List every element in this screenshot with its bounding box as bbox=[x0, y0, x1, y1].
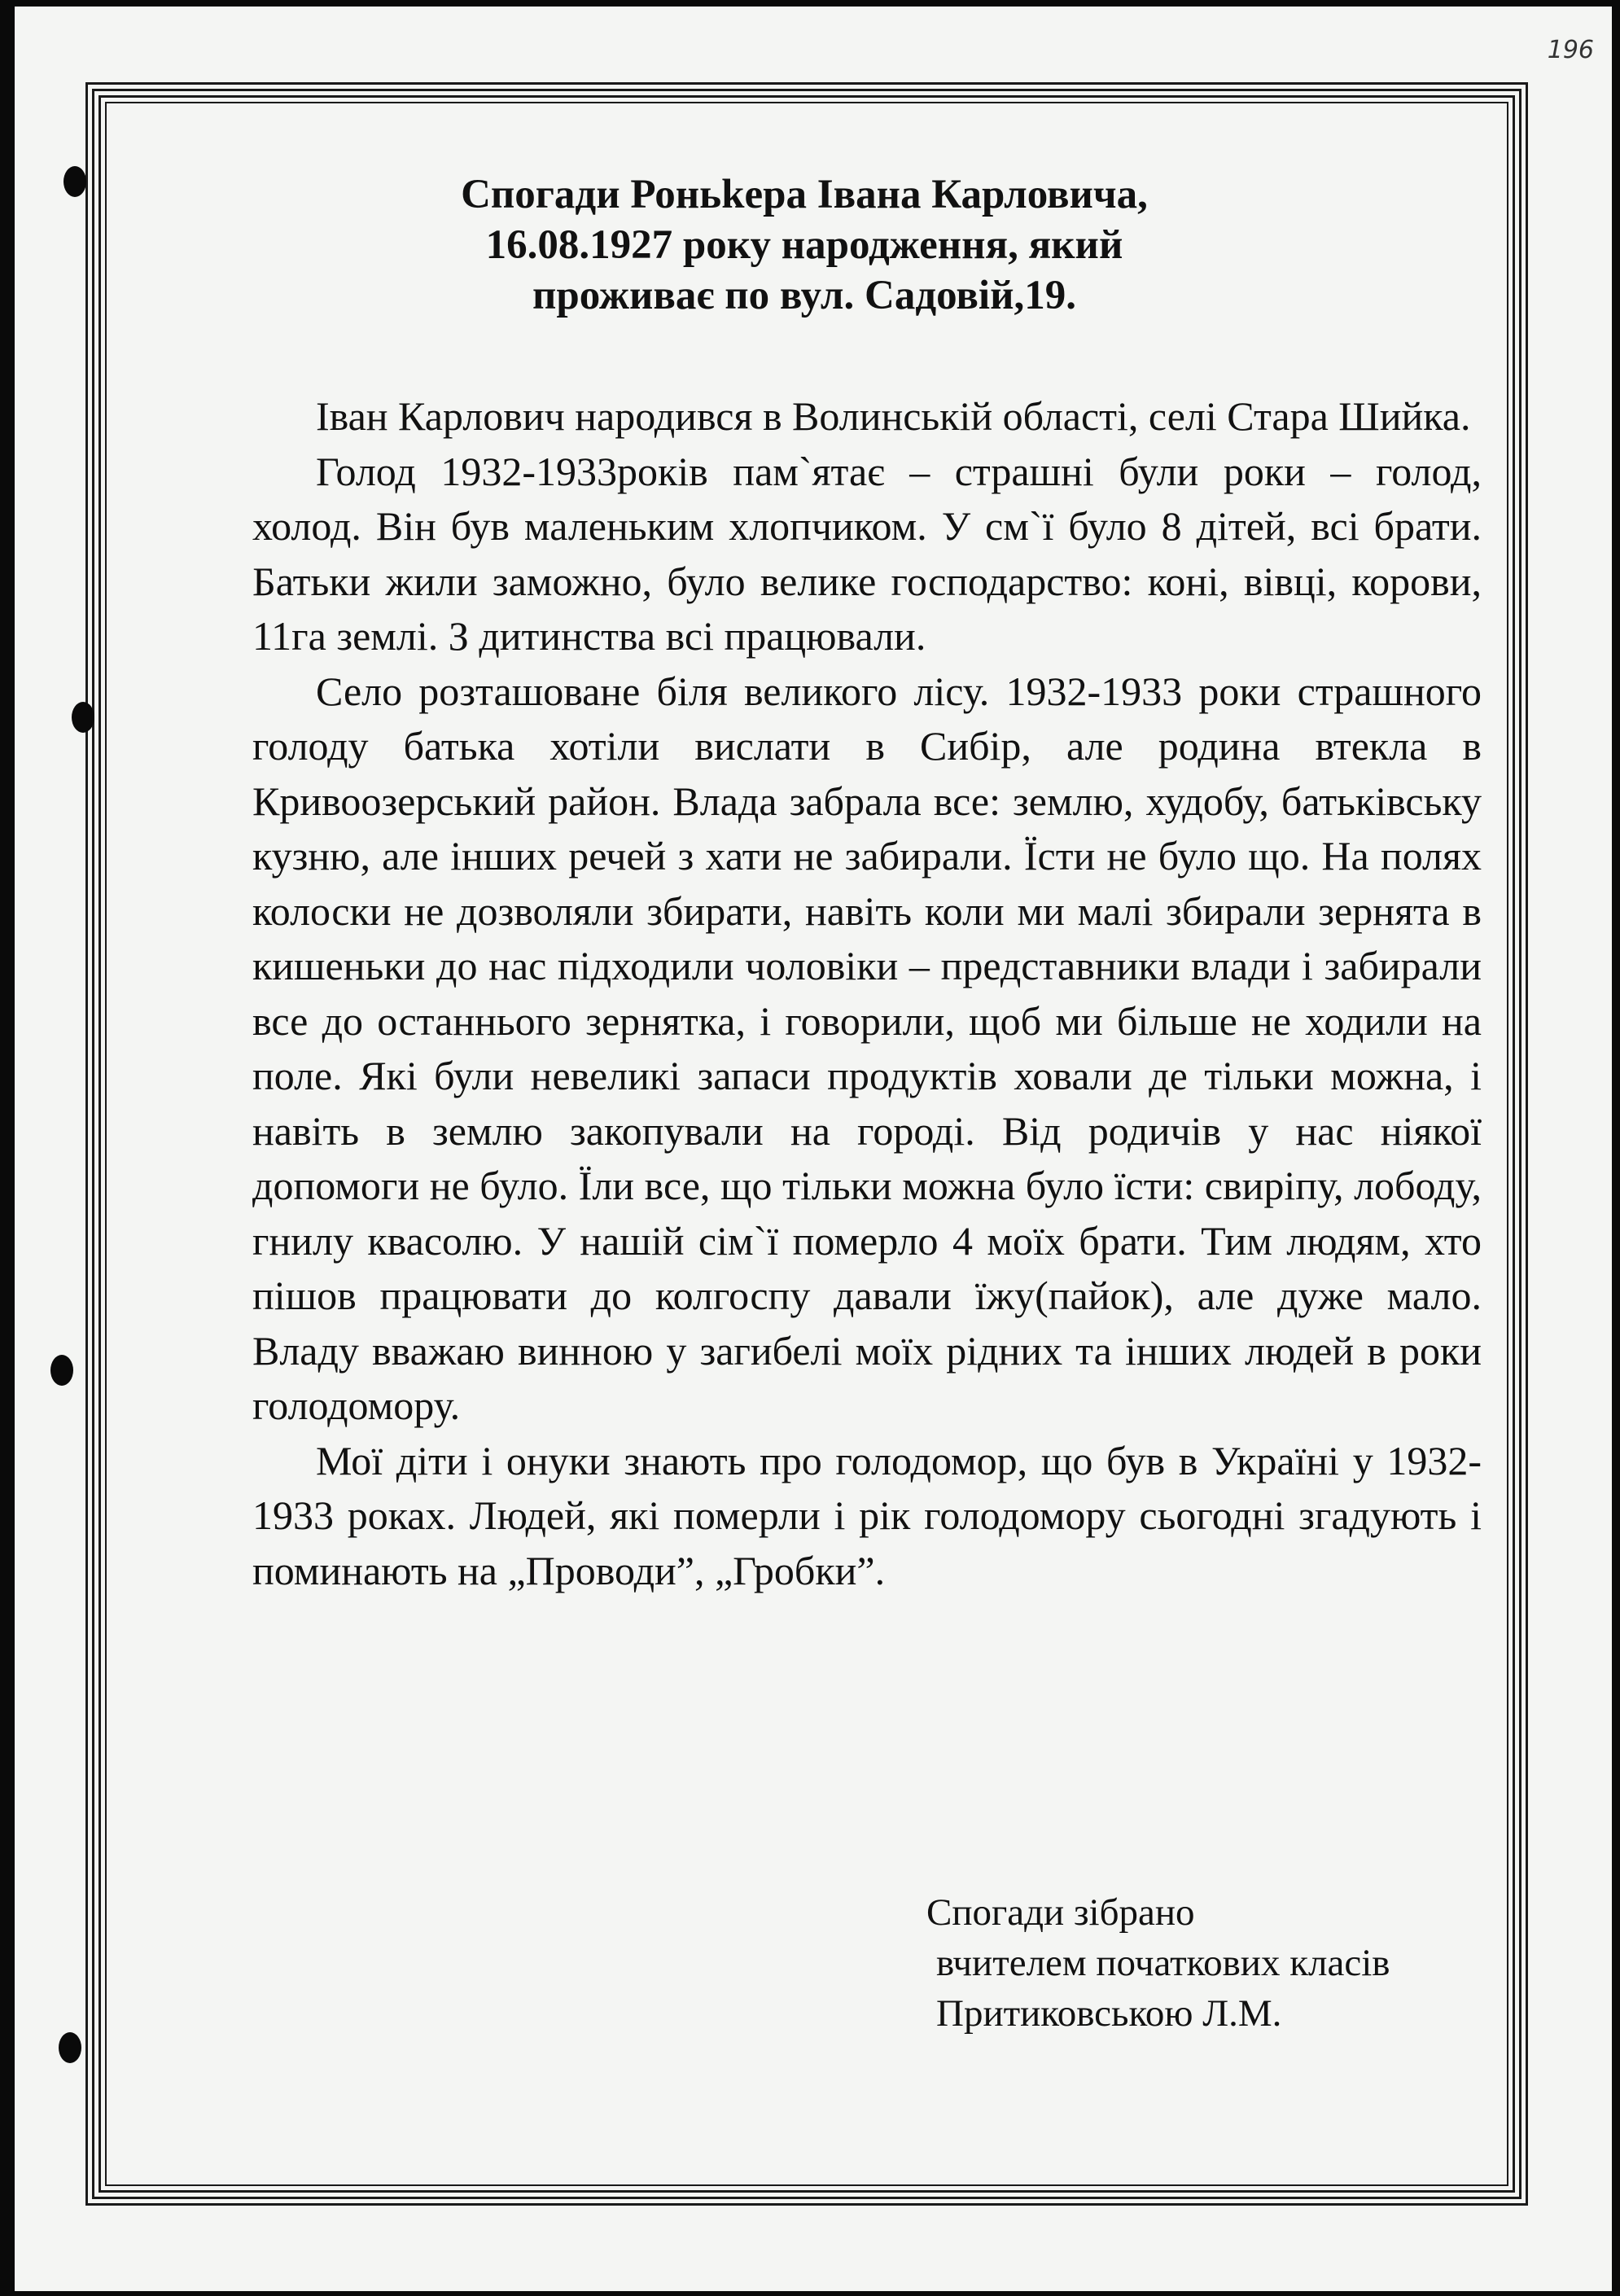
paragraph-2: Голод 1932-1933років пам`ятає – страшні були роки – голод, холод. Він був маленьким хлопчиком. У см`ї було 8 дітей, всі брати. Батьки жили заможно, було велике господарство: коні, вівці, корови, 11га землі. З дитинства всі працювали. bbox=[252, 448, 1482, 659]
signature-line-2: вчителем початкових класів bbox=[936, 1942, 1390, 1984]
signature-line-3: Притиковською Л.М. bbox=[936, 1992, 1282, 2035]
punch-hole bbox=[72, 702, 94, 733]
title-line-1: Спогади Роньkера Івана Карловича, bbox=[461, 172, 1148, 217]
punch-hole bbox=[63, 166, 86, 197]
punch-hole bbox=[50, 1355, 73, 1386]
paragraph-3: Село розташоване біля великого лісу. 1932-1933 роки страшного голоду батька хотіли вислати в Сибір, але родина втекла в Кривоозерський район. Влада забрала все: землю, худобу, батьківську кузню, але інших речей з хати не забирали. Їсти не було що. На полях колоски не дозволяли збирати, навіть коли ми малі збирали зернята в кишеньки до нас підходили чоловіки – представники влади і забирали все до останнього зернятка, і говорили, щоб ми більше не ходили на поле. Які були невеликі запаси продуктів ховали де тільки можна, і навіть в землю закопували на городі. Від родичів у нас ніякої допомоги не було. Їли все, що тільки можна було їсти: свиріпу, лободу, гнилу квасолю. У нашій сім`ї померло 4 моїх брати. Тим людям, хто пішов працювати до колгоспу давали їжу(пайок), але дуже мало. Владу вважаю винною у загибелі моїх рідних та інших людей в роки голодомору. bbox=[252, 668, 1482, 1428]
paragraph-4: Мої діти і онуки знають про голодомор, що був в Україні у 1932-1933 роках. Людей, які померли і рік голодомору сьогодні згадують і поминають на „Проводи”, „Гробки”. bbox=[252, 1437, 1482, 1593]
document-title bbox=[120, 169, 1488, 321]
document-page bbox=[15, 7, 1612, 2291]
punch-hole bbox=[59, 2032, 81, 2063]
title-line-3: проживає по вул. Садовій,19. bbox=[532, 273, 1076, 318]
signature-line-1: Спогади зібрано bbox=[926, 1891, 1195, 1934]
page-number: 196 bbox=[1547, 36, 1594, 64]
title-line-2: 16.08.1927 року народження, який bbox=[485, 222, 1123, 268]
signature-block bbox=[926, 1887, 1496, 2039]
paragraph-1: Іван Карлович народився в Волинській області, селі Стара Шийка. bbox=[316, 393, 1471, 439]
document-body bbox=[252, 389, 1482, 1598]
document-content bbox=[120, 145, 1496, 2180]
